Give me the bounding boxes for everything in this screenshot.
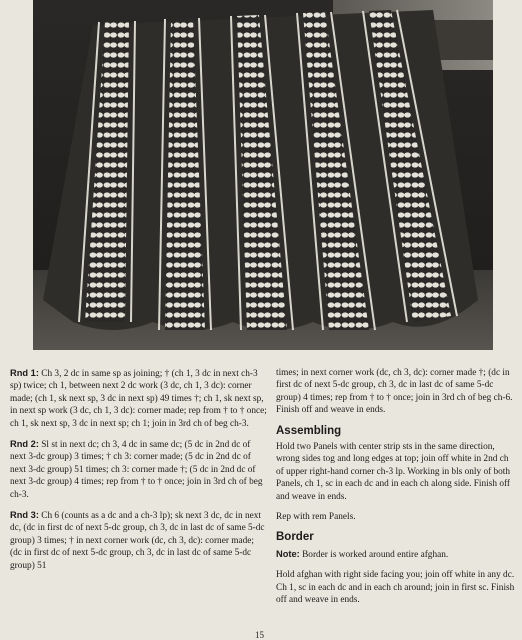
border-note-label: Note: [276, 548, 300, 559]
rnd3-continued: times; in next corner work (dc, ch 3, dc): corner made †; (dc in first dc of next 5-dc group, ch 3, dc in last dc of same 5-dc group) 4 times; rep from † to † once; join in 3rd ch of beg ch-6. Finish off and weave in ends. [276, 368, 513, 416]
left-column [10, 367, 267, 580]
afghan-illustration [33, 0, 493, 345]
rnd2-text: Sl st in next dc; ch 3, 4 dc in same dc; (5 dc in 2nd dc of next 3-dc group) 3 times; † ch 3: corner made; (5 dc in 2nd dc of next 3-dc group) 51 times; ch 3: corner made †; (5 dc in 2nd dc of next 3-dc group) 4 times; rep from † to † once; join in 3rd ch of beg ch-3. [10, 440, 263, 500]
border-text: Hold afghan with right side facing you; join off white in any dc. Ch 1, sc in each dc and in each ch around; join in first sc. Finish off and weave in ends. [276, 570, 515, 606]
assembling-heading: Assembling [276, 424, 342, 437]
rnd3-text: Ch 6 (counts as a dc and a ch-3 lp); sk next 3 dc, dc in next dc, (dc in first dc of next 5-dc group, ch 3, dc in last dc of same 5-dc group) 3 times; † in next corner work (dc, ch 3, dc): corner made; (dc in first dc of next 5-dc group, ch 3, dc in last dc of same 5-dc group) 51 [10, 511, 265, 571]
right-column [276, 367, 516, 615]
rnd1-paragraph [10, 367, 267, 430]
rnd3-paragraph [10, 509, 267, 572]
border-note-text: Border is worked around entire afghan. [299, 549, 449, 560]
assembling-repeat: Rep with rem Panels. [276, 512, 356, 523]
rnd2-paragraph [10, 438, 267, 501]
afghan-photo [33, 0, 493, 350]
assembling-text: Hold two Panels with center strip sts in the same direction, wrong sides tog and long edges at top; join off white in 2nd ch of upper right-hand corner ch-3 lp. Working in bls only of both Panels, ch 1, sc in each dc and in each ch along side. Finish off and weave in ends. [276, 442, 511, 502]
rnd1-label: Rnd 1: [10, 368, 39, 378]
rnd3-label: Rnd 3: [10, 510, 39, 521]
rnd2-label: Rnd 2: [10, 439, 39, 450]
rnd1-text: Ch 3, 2 dc in same sp as joining; † (ch 1, 3 dc in next ch-3 sp) twice; ch 1, between next 2 dc work (3 dc, ch 1, 3 dc): corner made; (ch 1, sk next sp, 3 dc in next sp) 49 times †; ch 1, sk next sp, in next sp work (3 dc, ch 1, 3 dc): corner made; rep from † to † once; ch 1, sk next sp, 3 dc in next sp; ch 1; join in 3rd ch of beg ch-3. [10, 369, 267, 429]
border-heading: Border [276, 531, 314, 544]
border-note [276, 548, 516, 561]
page-number: 15 [255, 630, 264, 640]
